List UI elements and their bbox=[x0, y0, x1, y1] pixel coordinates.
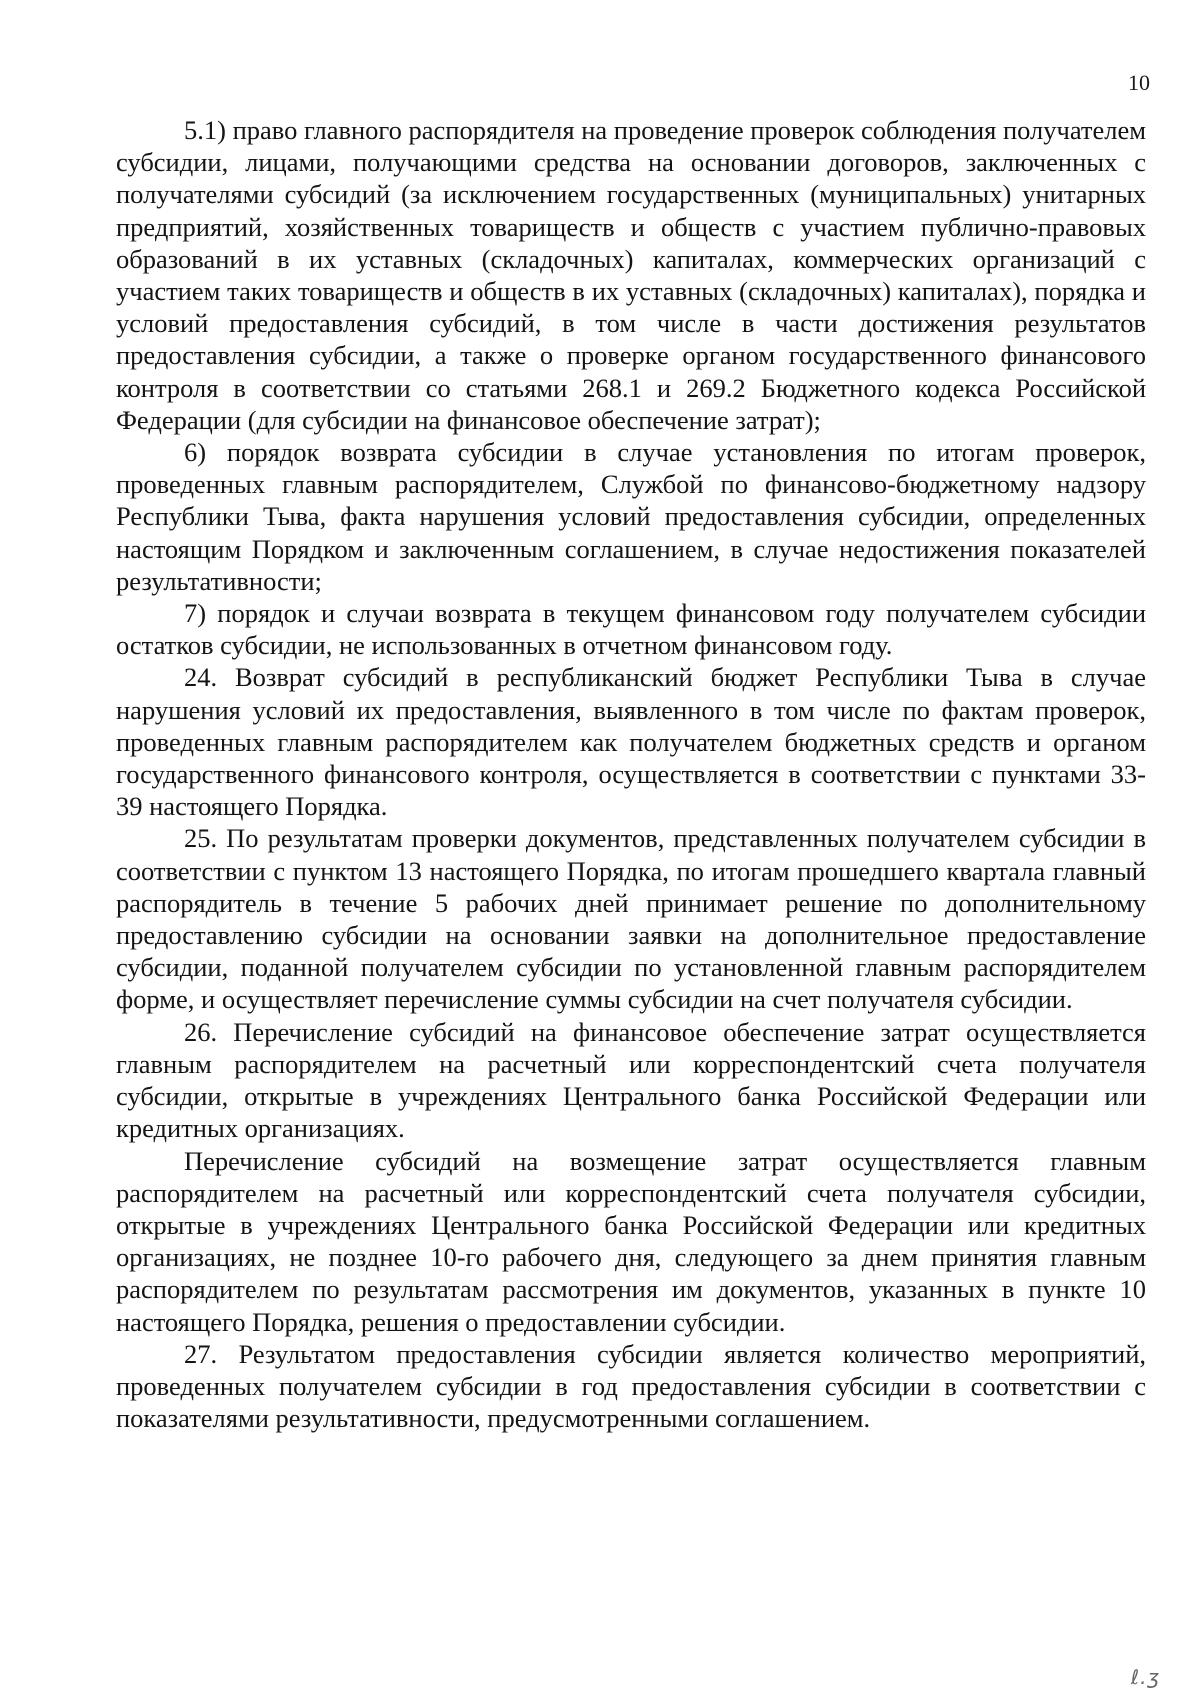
paragraph-26-continued: Перечисление субсидий на возмещение затрат осуществляется главным распорядителем на расчетный или корреспондентский счета получателя субсидии, открытые в учреждениях Центрального банка Российской Федерации или кредитных организациях, не позднее 10-го рабочего дня, следующего за днем принятия главным распорядителем по результатам рассмотрения им документов, указанных в пункте 10 настоящего Порядка, решения о предоставлении субсидии. bbox=[116, 1145, 1146, 1337]
paragraph-27: 27. Результатом предоставления субсидии является количество мероприятий, проведенных получателем субсидии в год предоставления субсидии в соответствии с показателями результативности, предусмотренными соглашением. bbox=[116, 1338, 1146, 1434]
handwritten-corner-mark: ℓ.ʒ bbox=[1130, 1665, 1160, 1689]
paragraph-24: 24. Возврат субсидий в республиканский бюджет Республики Тыва в случае нарушения условий их предоставления, выявленного в том числе по фактам проверок, проведенных главным распорядителем как получателем бюджетных средств и органом государственного финансового контроля, осуществляется в соответствии с пунктами 33-39 настоящего Порядка. bbox=[116, 662, 1146, 822]
paragraph-7: 7) порядок и случаи возврата в текущем финансовом году получателем субсидии остатков субсидии, не использованных в отчетном финансовом году. bbox=[116, 598, 1146, 661]
paragraph-25: 25. По результатам проверки документов, представленных получателем субсидии в соответствии с пунктом 13 настоящего Порядка, по итогам прошедшего квартала главный распорядитель в течение 5 рабочих дней принимает решение по дополнительному предоставлению субсидии на основании заявки на дополнительное предоставление субсидии, поданной получателем субсидии по установленной главным распорядителем форме, и осуществляет перечисление суммы субсидии на счет получателя субсидии. bbox=[116, 823, 1146, 1015]
paragraph-6: 6) порядок возврата субсидии в случае установления по итогам проверок, проведенных главным распорядителем, Службой по финансово-бюджетному надзору Республики Тыва, факта нарушения условий предоставления субсидии, определенных настоящим Порядком и заключенным соглашением, в случае недостижения показателей результативности; bbox=[116, 437, 1146, 596]
paragraph-5-1: 5.1) право главного распорядителя на проведение проверок соблюдения получателем субсидии, лицами, получающими средства на основании договоров, заключенных с получателями субсидий (за исключением государственных (муниципальных) унитарных предприятий, хозяйственных товариществ и обществ с участием публично-правовых образований в их уставных (складочных) капиталах, коммерческих организаций с участием таких товариществ и обществ в их уставных (складочных) капиталах), порядка и условий предоставления субсидий, в том числе в части достижения результатов предоставления субсидии, а также о проверке органом государственного финансового контроля в соответствии со статьями 268.1 и 269.2 Бюджетного кодекса Российской Федерации (для субсидии на финансовое обеспечение затрат); bbox=[116, 115, 1147, 435]
page-number: 10 bbox=[1128, 70, 1150, 95]
paragraph-26: 26. Перечисление субсидий на финансовое обеспечение затрат осуществляется главным распорядителем на расчетный или корреспондентский счета получателя субсидии, открытые в учреждениях Центрального банка Российской Федерации или кредитных организациях. bbox=[116, 1016, 1146, 1144]
document-body bbox=[116, 114, 1146, 1434]
